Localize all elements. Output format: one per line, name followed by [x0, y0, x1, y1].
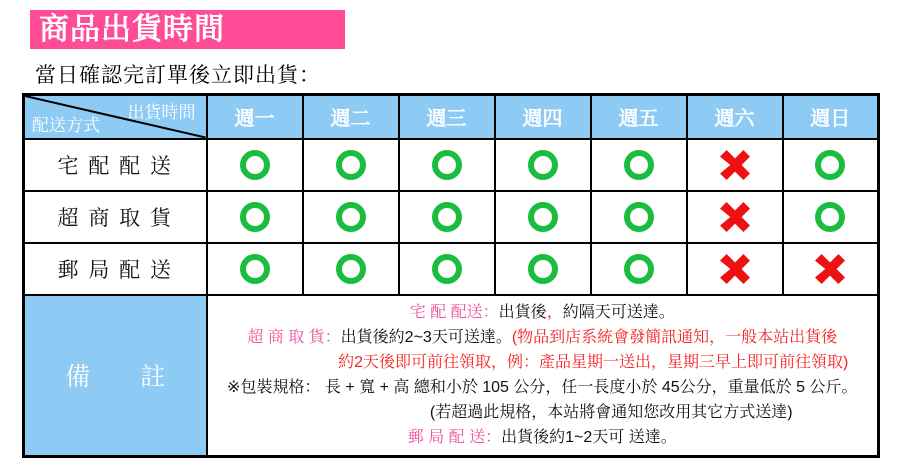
circle-available-icon [528, 202, 558, 232]
circle-available-icon [624, 202, 654, 232]
day-header-tue: 週二 [303, 95, 399, 139]
note-line-cvs [208, 325, 878, 350]
circle-available-icon [528, 150, 558, 180]
circle-available-icon [624, 150, 654, 180]
circle-available-icon [432, 150, 462, 180]
table-row-cvs-pickup [24, 191, 879, 243]
note-line-package-spec-continued [208, 400, 878, 425]
circle-available-icon [240, 202, 270, 232]
day-header-sat: 週六 [687, 95, 783, 139]
schedule-mark-cell [687, 139, 783, 191]
schedule-mark-cell [303, 243, 399, 295]
schedule-mark-cell [207, 191, 303, 243]
shipping-schedule-table [22, 93, 880, 458]
schedule-mark-cell [591, 243, 687, 295]
cross-unavailable-icon [720, 254, 750, 284]
circle-available-icon [432, 202, 462, 232]
circle-available-icon [240, 254, 270, 284]
note-line-post [208, 425, 878, 450]
day-header-sun: 週日 [783, 95, 879, 139]
corner-label-delivery-method: 配送方式 [32, 115, 100, 135]
note-segment: 約隔天可送達。 [562, 304, 675, 322]
schedule-mark-cell [591, 191, 687, 243]
corner-label-shipping-time: 出貨時間 [127, 103, 196, 122]
note-segment: 約2天後即可前往領取，例：產品星期一送出，星期三早上即可前往領取) [338, 354, 849, 372]
note-segment: ， [546, 304, 563, 322]
circle-available-icon [624, 254, 654, 284]
note-segment: 郵 局 配 送： [407, 429, 502, 447]
note-line-home [208, 300, 878, 325]
schedule-mark-cell [303, 139, 399, 191]
schedule-mark-cell [399, 191, 495, 243]
delivery-method-home: 宅 配 配 送 [24, 139, 207, 191]
circle-available-icon [336, 150, 366, 180]
cross-unavailable-icon [720, 150, 750, 180]
schedule-mark-cell [783, 139, 879, 191]
schedule-mark-cell [399, 139, 495, 191]
remarks-cell [207, 295, 879, 457]
note-line-package-spec [208, 375, 878, 400]
note-segment: 宅 配 配送： [409, 304, 499, 322]
note-line-cvs-continued [208, 350, 878, 375]
schedule-mark-cell [783, 243, 879, 295]
corner-cell [24, 95, 207, 139]
delivery-method-cvs: 超 商 取 貨 [24, 191, 207, 243]
schedule-mark-cell [207, 139, 303, 191]
note-segment: 出貨後約1~2天可 送達。 [501, 429, 677, 447]
table-row-home-delivery [24, 139, 879, 191]
cross-unavailable-icon [815, 254, 845, 284]
schedule-mark-cell [687, 191, 783, 243]
schedule-mark-cell [303, 191, 399, 243]
remarks-label: 備 註 [24, 295, 207, 457]
circle-available-icon [528, 254, 558, 284]
schedule-mark-cell [207, 243, 303, 295]
day-header-mon: 週一 [207, 95, 303, 139]
circle-available-icon [336, 254, 366, 284]
schedule-mark-cell [591, 139, 687, 191]
note-segment: ※包裝規格： 長 + 寬 + 高 總和小於 105 公分，任一長度小於 45公分，重量低於 5 公斤。 [227, 379, 858, 397]
note-segment: 出貨後 [498, 304, 547, 322]
circle-available-icon [815, 202, 845, 232]
schedule-mark-cell [783, 191, 879, 243]
circle-available-icon [336, 202, 366, 232]
day-header-fri: 週五 [591, 95, 687, 139]
cross-unavailable-icon [720, 202, 750, 232]
note-segment: (物品到店系統會發簡訊通知，一般本站出貨後 [511, 329, 838, 347]
schedule-mark-cell [495, 243, 591, 295]
delivery-method-post: 郵 局 配 送 [24, 243, 207, 295]
schedule-mark-cell [495, 191, 591, 243]
note-segment: 超 商 取 貨： [247, 329, 341, 347]
page-title-banner [30, 10, 345, 49]
circle-available-icon [240, 150, 270, 180]
note-segment: (若超過此規格，本站將會通知您改用其它方式送達) [429, 404, 793, 422]
table-row-post-delivery [24, 243, 879, 295]
schedule-mark-cell [687, 243, 783, 295]
note-segment: 出貨後約2~3天可送達。 [340, 329, 512, 347]
day-header-wed: 週三 [399, 95, 495, 139]
table-row-remarks [24, 295, 879, 457]
circle-available-icon [432, 254, 462, 284]
table-header-row [24, 95, 879, 139]
circle-available-icon [815, 150, 845, 180]
schedule-mark-cell [399, 243, 495, 295]
day-header-thu: 週四 [495, 95, 591, 139]
page-title: 商品出貨時間 [39, 13, 225, 46]
schedule-mark-cell [495, 139, 591, 191]
page-subtitle: 當日確認完訂單後立即出貨： [35, 64, 321, 87]
